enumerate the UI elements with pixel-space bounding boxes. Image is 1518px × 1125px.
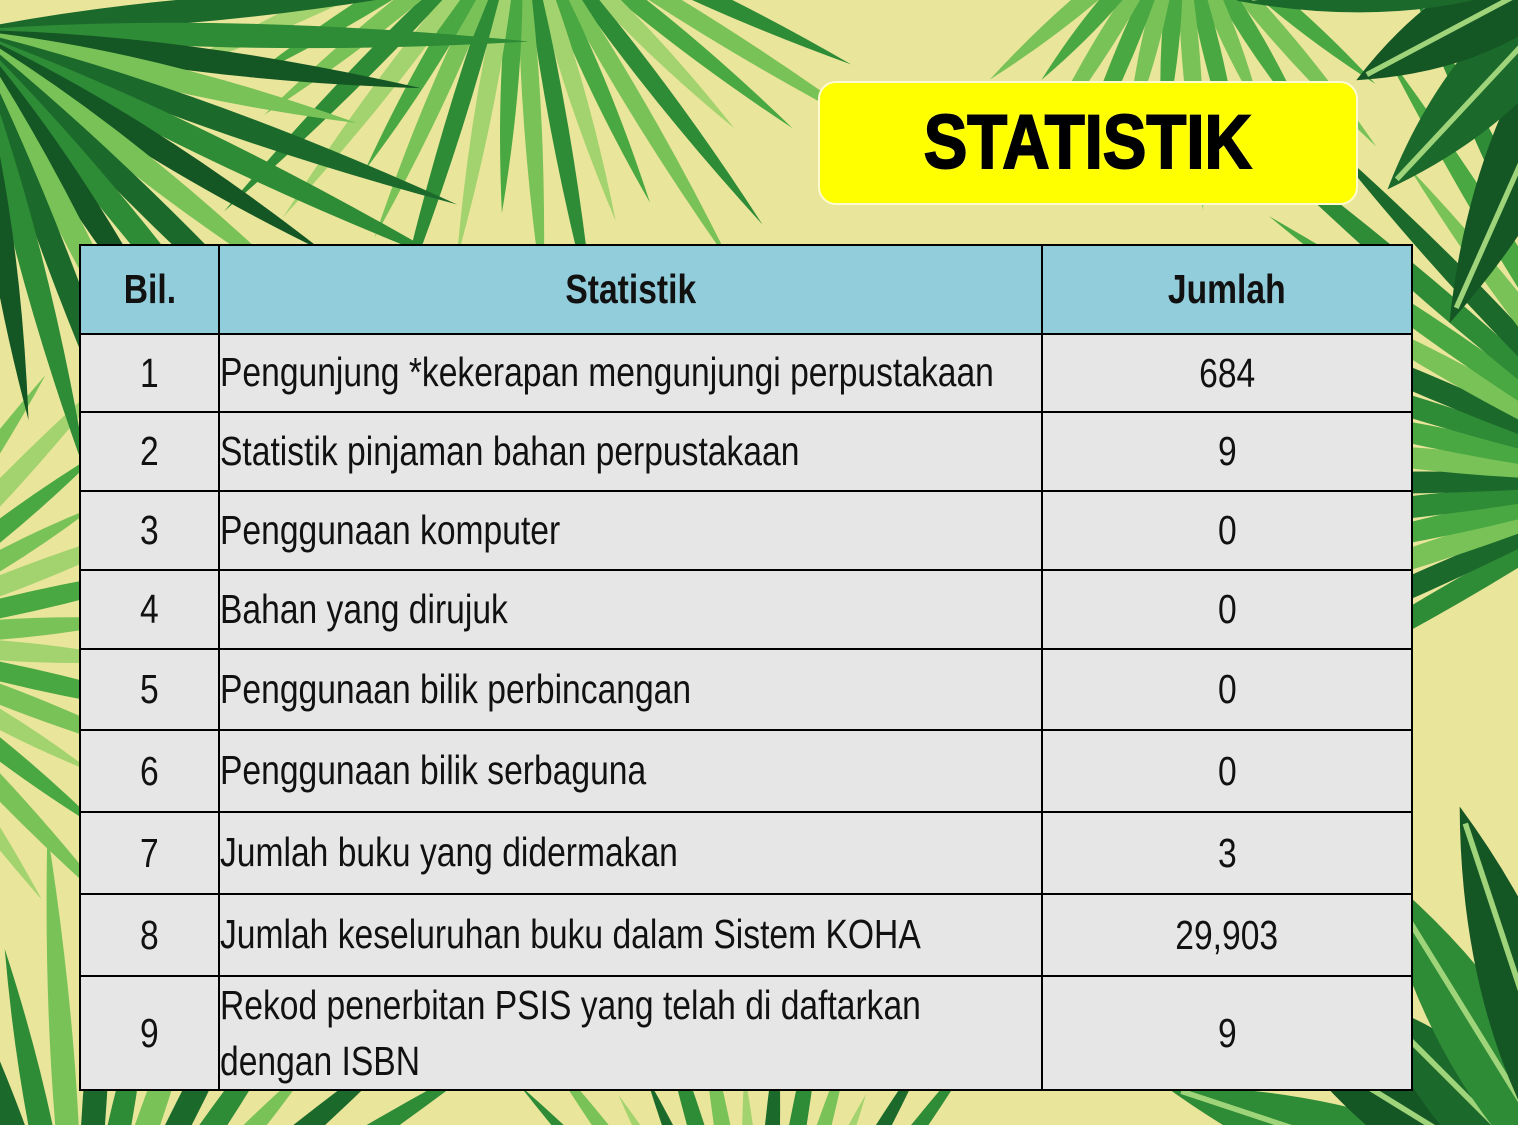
statistic-label: Statistik pinjaman bahan perpustakaan [220, 427, 800, 474]
statistics-table [79, 244, 1413, 1091]
statistic-label: Jumlah buku yang didermakan [220, 829, 678, 876]
header-statistic-label: Statistik [565, 266, 696, 312]
amount-value: 684 [1198, 349, 1256, 396]
cell-bil [80, 730, 219, 812]
cell-bil [80, 812, 219, 894]
row-number: 3 [140, 507, 159, 553]
row-number: 9 [140, 1009, 159, 1056]
cell-bil [80, 412, 219, 491]
page-title: STATISTIK [924, 100, 1252, 185]
statistic-label: Bahan yang dirujuk [220, 585, 508, 632]
cell-amount [1042, 412, 1412, 491]
header-statistic [219, 245, 1042, 334]
amount-value: 9 [1217, 428, 1237, 474]
table-row [80, 812, 1412, 894]
cell-bil [80, 649, 219, 730]
cell-statistic [219, 976, 1042, 1090]
statistic-label: Penggunaan bilik serbaguna [220, 747, 647, 794]
amount-value: 0 [1217, 747, 1237, 794]
amount-value: 0 [1217, 586, 1237, 632]
cell-statistic [219, 649, 1042, 730]
cell-amount [1042, 570, 1412, 649]
table-row [80, 976, 1412, 1090]
header-amount [1042, 245, 1412, 334]
cell-bil [80, 334, 219, 412]
amount-value: 3 [1217, 829, 1237, 876]
table-row [80, 730, 1412, 812]
cell-statistic [219, 730, 1042, 812]
amount-value: 0 [1217, 507, 1237, 553]
table-row [80, 334, 1412, 412]
cell-bil [80, 491, 219, 570]
amount-value: 9 [1217, 1009, 1237, 1056]
cell-amount [1042, 334, 1412, 412]
header-amount-label: Jumlah [1168, 266, 1286, 312]
row-number: 2 [140, 428, 159, 474]
cell-statistic [219, 894, 1042, 976]
title-box [818, 81, 1358, 205]
cell-amount [1042, 491, 1412, 570]
cell-amount [1042, 812, 1412, 894]
statistic-label: Penggunaan komputer [220, 506, 561, 553]
cell-bil [80, 570, 219, 649]
row-number: 8 [140, 911, 159, 958]
statistic-label: Penggunaan bilik perbincangan [220, 665, 692, 712]
statistic-label: Jumlah keseluruhan buku dalam Sistem KOHA [220, 911, 921, 958]
row-number: 7 [140, 829, 159, 876]
table-row [80, 649, 1412, 730]
row-number: 4 [140, 586, 159, 632]
cell-statistic [219, 570, 1042, 649]
table-header-row [80, 245, 1412, 334]
statistic-label: Rekod penerbitan PSIS yang telah di daftarkan dengan ISBN [220, 982, 921, 1084]
header-bil [80, 245, 219, 334]
table-row [80, 894, 1412, 976]
statistic-label: Pengunjung *kekerapan mengunjungi perpustakaan [220, 349, 994, 396]
row-number: 6 [140, 747, 159, 794]
cell-amount [1042, 976, 1412, 1090]
amount-value: 29,903 [1175, 911, 1279, 958]
cell-bil [80, 894, 219, 976]
amount-value: 0 [1217, 666, 1237, 712]
cell-amount [1042, 649, 1412, 730]
cell-amount [1042, 730, 1412, 812]
header-bil-label: Bil. [123, 266, 176, 312]
row-number: 5 [140, 666, 159, 712]
cell-bil [80, 976, 219, 1090]
cell-amount [1042, 894, 1412, 976]
table-row [80, 412, 1412, 491]
row-number: 1 [140, 349, 159, 396]
cell-statistic [219, 491, 1042, 570]
cell-statistic [219, 412, 1042, 491]
table-row [80, 570, 1412, 649]
table-row [80, 491, 1412, 570]
cell-statistic [219, 334, 1042, 412]
cell-statistic [219, 812, 1042, 894]
